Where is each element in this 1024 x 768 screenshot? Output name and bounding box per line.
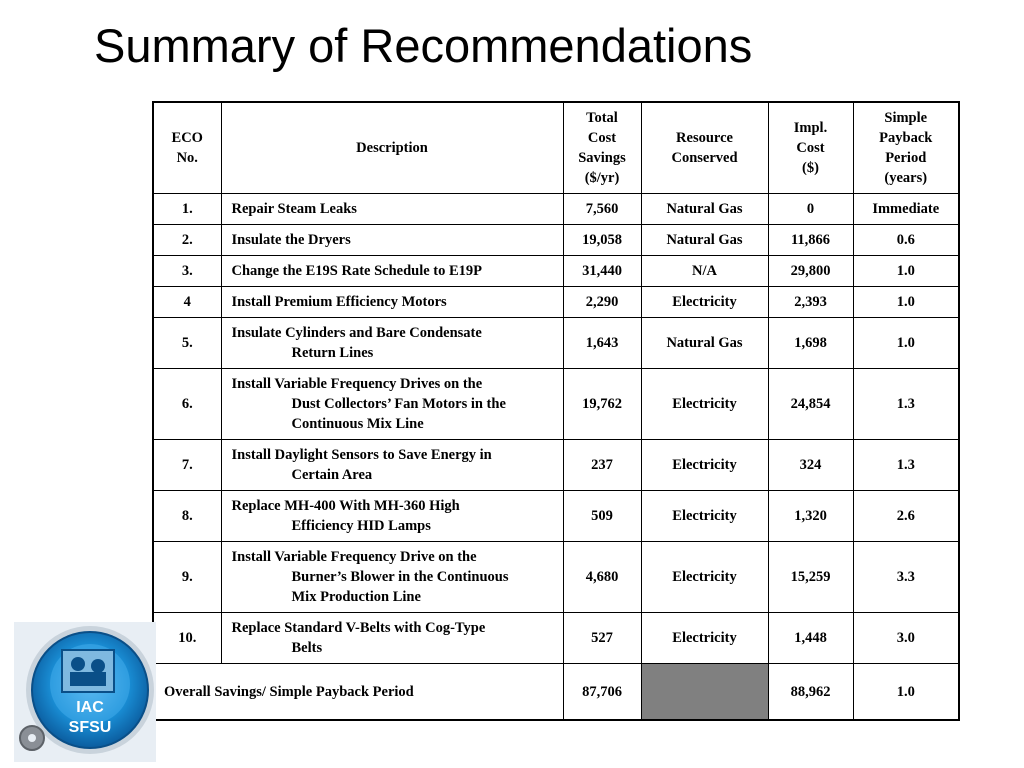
eco-no-cell: 7. [153,440,221,491]
table-row [153,440,959,491]
impl-cost-cell: 1,448 [768,613,853,664]
description-cell [221,440,563,491]
payback-cell: 1.3 [853,440,959,491]
header-row [153,102,959,194]
description-line: Insulate Cylinders and Bare Condensate [231,325,482,341]
impl-cost-cell: 2,393 [768,287,853,318]
header-eco-no: ECO No. [153,102,221,194]
resource-cell: N/A [641,256,768,287]
savings-cell: 4,680 [563,542,641,613]
table-row [153,491,959,542]
description-line: Install Variable Frequency Drive on the [231,549,477,565]
description-line: Belts [291,640,323,656]
description-line: Burner’s Blower in the Continuous [291,569,509,585]
description-line: Insulate the Dryers [231,232,351,248]
table-row [153,287,959,318]
description-line: Continuous Mix Line [291,416,424,432]
table-row [153,369,959,440]
savings-cell: 19,058 [563,225,641,256]
payback-cell: 1.0 [853,256,959,287]
description-cell [221,225,563,256]
iac-sfsu-logo [14,622,156,762]
impl-cost-cell: 15,259 [768,542,853,613]
savings-cell: 31,440 [563,256,641,287]
description-line: Install Daylight Sensors to Save Energy in [231,447,492,463]
description-line: Mix Production Line [291,589,421,605]
description-cell [221,542,563,613]
recommendations-table-container [152,101,958,721]
resource-cell: Electricity [641,542,768,613]
logo-text-sfsu: SFSU [68,719,112,736]
description-cell [221,613,563,664]
description-cell [221,369,563,440]
impl-cost-cell: 11,866 [768,225,853,256]
description-cell [221,318,563,369]
payback-cell: 2.6 [853,491,959,542]
header-description: Description [221,102,563,194]
payback-cell: 3.0 [853,613,959,664]
total-impl-cost: 88,962 [768,664,853,721]
resource-cell: Electricity [641,491,768,542]
resource-cell: Natural Gas [641,225,768,256]
description-cell [221,287,563,318]
description-line: Replace Standard V-Belts with Cog-Type [231,620,486,636]
description-line: Replace MH-400 With MH-360 High [231,498,460,514]
resource-cell: Electricity [641,613,768,664]
savings-cell: 19,762 [563,369,641,440]
savings-cell: 509 [563,491,641,542]
resource-cell: Electricity [641,369,768,440]
description-cell [221,194,563,225]
table-row [153,225,959,256]
payback-cell: 1.0 [853,287,959,318]
description-line: Repair Steam Leaks [231,201,357,217]
eco-no-cell: 4 [153,287,221,318]
logo-text-iac: IAC [76,699,104,716]
description-line: Install Premium Efficiency Motors [231,294,447,310]
table-row [153,256,959,287]
description-line: Efficiency HID Lamps [291,518,431,534]
description-line: Change the E19S Rate Schedule to E19P [231,263,483,279]
total-savings: 87,706 [563,664,641,721]
resource-cell: Natural Gas [641,318,768,369]
header-total-cost-savings: Total Cost Savings ($/yr) [563,102,641,194]
table-row [153,194,959,225]
slide-title: Summary of Recommendations [94,19,753,72]
header-resource-conserved: Resource Conserved [641,102,768,194]
payback-cell: 0.6 [853,225,959,256]
eco-no-cell: 5. [153,318,221,369]
resource-cell: Natural Gas [641,194,768,225]
table-body [153,194,959,664]
description-line: Dust Collectors’ Fan Motors in the [291,396,506,412]
table-row [153,318,959,369]
payback-cell: 1.0 [853,318,959,369]
payback-cell: 3.3 [853,542,959,613]
recommendations-table [152,101,960,721]
eco-no-cell: 1. [153,194,221,225]
impl-cost-cell: 324 [768,440,853,491]
header-simple-payback: Simple Payback Period (years) [853,102,959,194]
header-impl-cost: Impl. Cost ($) [768,102,853,194]
description-cell [221,491,563,542]
total-row [153,664,959,721]
description-line: Certain Area [291,467,373,483]
savings-cell: 2,290 [563,287,641,318]
eco-no-cell: 3. [153,256,221,287]
description-line: Install Variable Frequency Drives on the [231,376,483,392]
payback-cell: 1.3 [853,369,959,440]
savings-cell: 237 [563,440,641,491]
impl-cost-cell: 0 [768,194,853,225]
savings-cell: 1,643 [563,318,641,369]
description-cell [221,256,563,287]
payback-cell: Immediate [853,194,959,225]
description-line: Return Lines [291,345,374,361]
eco-no-cell: 10. [153,613,221,664]
total-label: Overall Savings/ Simple Payback Period [153,664,563,721]
gear-icon [20,726,44,750]
eco-no-cell: 6. [153,369,221,440]
table-row [153,542,959,613]
impl-cost-cell: 1,320 [768,491,853,542]
impl-cost-cell: 29,800 [768,256,853,287]
table-row [153,613,959,664]
total-payback: 1.0 [853,664,959,721]
impl-cost-cell: 1,698 [768,318,853,369]
savings-cell: 527 [563,613,641,664]
savings-cell: 7,560 [563,194,641,225]
eco-no-cell: 8. [153,491,221,542]
impl-cost-cell: 24,854 [768,369,853,440]
eco-no-cell: 2. [153,225,221,256]
resource-cell: Electricity [641,440,768,491]
total-resource-shaded-cell [641,664,768,721]
resource-cell: Electricity [641,287,768,318]
eco-no-cell: 9. [153,542,221,613]
